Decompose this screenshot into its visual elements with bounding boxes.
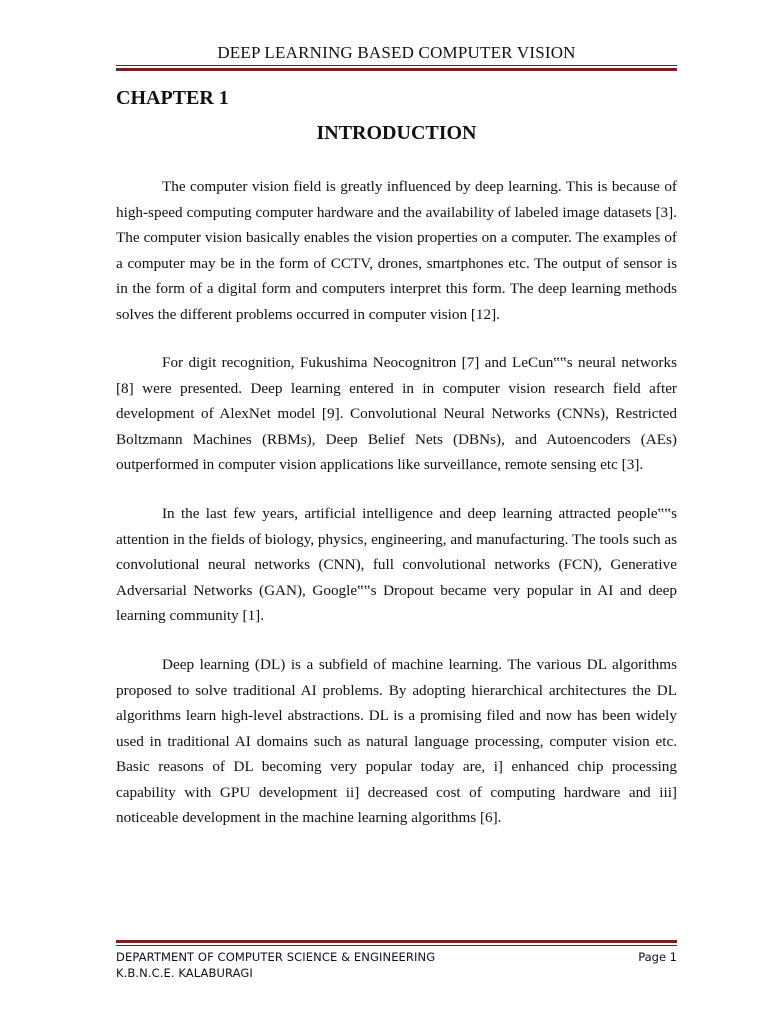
body-paragraph: For digit recognition, Fukushima Neocognitron [7] and LeCun‟‟s neural networks [8] were presented. Deep learning entered in in computer vision research field after development of AlexNet model [9]. Convolutional Neural Networks (CNNs), Restricted Boltzmann Machines (RBMs), Deep Belief Nets (DBNs), and Autoencoders (AEs) outperformed in computer vision applications like surveillance, remote sensing etc [3]. [116,354,677,473]
body-paragraph: Deep learning (DL) is a subfield of machine learning. The various DL algorithms proposed to solve traditional AI problems. By adopting hierarchical architectures the DL algorithms learn high-level abstractions. DL is a promising filed and now has been widely used in traditional AI domains such as natural language processing, computer vision etc. Basic reasons of DL becoming very popular today are, i] enhanced chip processing capability with GPU development ii] decreased cost of computing hardware and iii] noticeable development in the machine learning algorithms [6]. [116,656,677,826]
footer-rule-thick [116,940,677,943]
header-rule-thin [116,65,677,66]
body-paragraph: The computer vision field is greatly influenced by deep learning. This is because of high-speed computing computer hardware and the availability of labeled image datasets [3]. The computer vision basically enables the vision properties on a computer. The examples of a computer may be in the form of CCTV, drones, smartphones etc. The output of sensor is in the form of a digital form and computers interpret this form. The deep learning methods solves the different problems occurred in computer vision [12]. [116,178,677,323]
header-rule-thick [116,68,677,71]
footer-rule-thin [116,945,677,946]
chapter-number-heading: CHAPTER 1 [116,87,229,109]
chapter-title-heading: INTRODUCTION [316,122,477,144]
footer-department: DEPARTMENT OF COMPUTER SCIENCE & ENGINEERING [116,950,436,964]
running-header-title: DEEP LEARNING BASED COMPUTER VISION [217,43,576,62]
body-paragraph: In the last few years, artificial intelligence and deep learning attracted people‟‟s attention in the fields of biology, physics, engineering, and manufacturing. The tools such as convolutional neural networks (CNN), full convolutional networks (FCN), Generative Adversarial Networks (GAN), Google‟‟s Dropout became very popular in AI and deep learning community [1]. [116,505,677,624]
footer-page-number: Page 1 [638,950,677,964]
footer-institution [116,949,435,981]
footer-college: K.B.N.C.E. KALABURAGI [116,966,253,980]
